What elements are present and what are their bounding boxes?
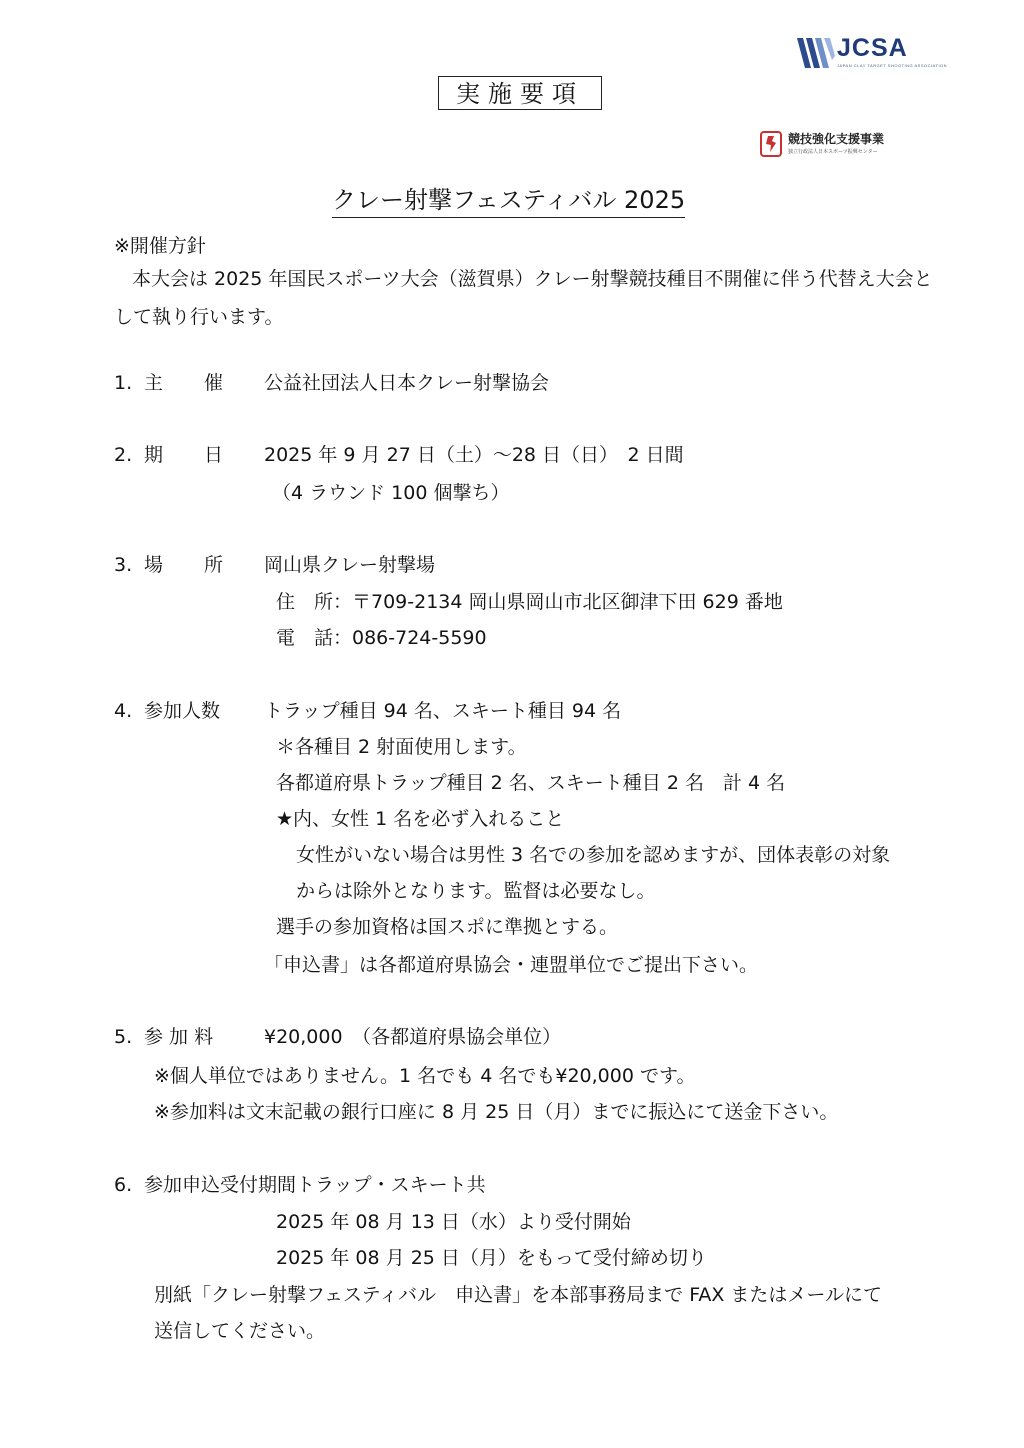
policy-heading: ※開催方針 (114, 235, 206, 257)
participant-note-5: からは除外となります。監督は必要なし。 (296, 880, 656, 902)
section-2-label-a: 期 (144, 444, 164, 466)
participant-note-6: 選手の参加資格は国スポに準拠とする。 (276, 916, 619, 938)
section-2-number: 2. (114, 444, 133, 466)
section-1-label-a: 主 (144, 372, 164, 394)
participant-note-2: 各都道府県トラップ種目 2 名、スキート種目 2 名 計 4 名 (276, 772, 786, 794)
jcsa-logo-text: JCSA (837, 34, 908, 62)
section-1-label-b: 催 (204, 372, 224, 394)
application-start: 2025 年 08 月 13 日（水）より受付開始 (276, 1211, 631, 1233)
policy-line-1: 本大会は 2025 年国民スポーツ大会（滋賀県）クレー射撃競技種目不開催に伴う代替え大会と (132, 268, 933, 290)
section-3-label-b: 所 (204, 554, 224, 576)
section-1-number: 1. (114, 372, 133, 394)
jcsa-logo-subtext: JAPAN CLAY TARGET SHOOTING ASSOCIATION (837, 63, 948, 68)
section-5-label: 参 加 料 (144, 1026, 214, 1048)
event-dates: 2025 年 9 月 27 日（土）～28 日（日） 2 日間 (264, 444, 684, 466)
section-6-label: 参加申込受付期間トラップ・スキート共 (144, 1174, 486, 1196)
jcsa-stripes-icon (797, 38, 835, 68)
organizer-value: 公益社団法人日本クレー射撃協会 (264, 372, 550, 394)
page-title: クレー射撃フェスティバル 2025 (332, 184, 685, 218)
jcsa-logo (797, 34, 948, 74)
section-3-label-a: 場 (144, 554, 164, 576)
participant-note-7: 「申込書」は各都道府県協会・連盟単位でご提出下さい。 (264, 954, 759, 976)
fee-note-2: ※参加料は文末記載の銀行口座に 8 月 25 日（月）までに振込にて送金下さい。 (154, 1101, 839, 1123)
fee-note-1: ※個人単位ではありません。1 名でも 4 名でも¥20,000 です。 (154, 1065, 696, 1087)
section-2-label-b: 日 (204, 444, 224, 466)
support-program-name: 競技強化支援事業 (788, 132, 885, 146)
venue-phone: 電 話：086-724-5590 (276, 627, 487, 649)
event-rounds: （4 ラウンド 100 個撃ち） (272, 482, 510, 504)
application-deadline: 2025 年 08 月 25 日（月）をもって受付締め切り (276, 1247, 707, 1269)
section-5-number: 5. (114, 1026, 133, 1048)
support-program-org: 独立行政法人日本スポーツ振興センター (788, 149, 878, 155)
section-4-number: 4. (114, 700, 133, 722)
document-box-title: 実施要項 (438, 76, 602, 110)
section-4-label: 参加人数 (144, 700, 221, 722)
support-badge-icon (760, 131, 782, 157)
participant-count: トラップ種目 94 名、スキート種目 94 名 (264, 700, 622, 722)
policy-line-2: して執り行います。 (114, 306, 284, 328)
entry-fee: ¥20,000 （各都道府県協会単位） (264, 1026, 562, 1048)
venue-name: 岡山県クレー射撃場 (264, 554, 436, 576)
section-6-number: 6. (114, 1174, 133, 1196)
support-program-logo (760, 131, 920, 163)
venue-address: 住 所：〒709-2134 岡山県岡山市北区御津下田 629 番地 (276, 591, 783, 613)
section-3-number: 3. (114, 554, 133, 576)
participant-note-3: ★内、女性 1 名を必ず入れること (276, 808, 565, 830)
application-note-2: 送信してください。 (154, 1320, 326, 1342)
participant-note-4: 女性がいない場合は男性 3 名での参加を認めますが、団体表彰の対象 (296, 844, 891, 866)
participant-note-1: ＊各種目 2 射面使用します。 (276, 736, 527, 758)
application-note-1: 別紙「クレー射撃フェスティバル 申込書」を本部事務局まで FAX またはメールにて (154, 1284, 883, 1306)
